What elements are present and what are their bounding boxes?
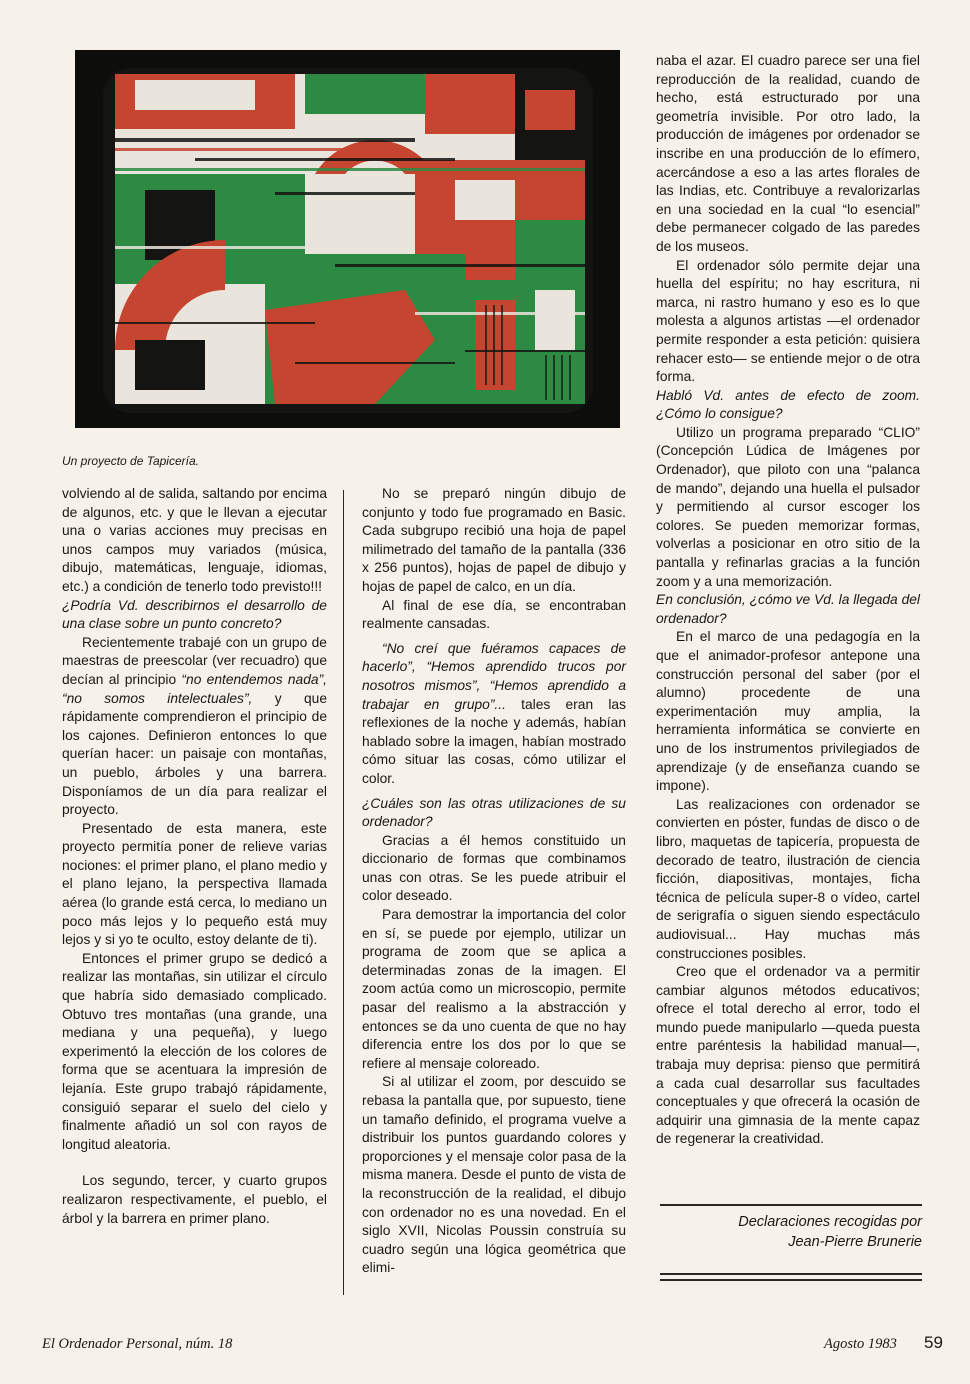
- paragraph: Los segundo, tercer, y cuarto grupos realizaron respectivamente, el pueblo, el árbol y la barrera en primer plano.: [62, 1173, 327, 1226]
- closing-rule: [660, 1279, 922, 1281]
- tapestry-artwork: [75, 50, 620, 428]
- paragraph: [62, 634, 327, 820]
- paragraph: Presentado de esta manera, este proyecto permitía poner de relieve varias nociones: el primer plano, el plano medio y el plano lejano, la perspectiva llamada aérea (lo grande está cerca, lo mediano un poco más lejos y lo pequeño está muy lejos y si yo te oculto, estoy delante de ti).: [62, 820, 327, 948]
- column-divider: [343, 490, 344, 1295]
- interview-question: Habló Vd. antes de efecto de zoom. ¿Cómo lo consigue?: [656, 387, 920, 422]
- text-run: Recientemente trabajé con un grupo de maestras de preescolar (ver recuadro) que decían al principio: [62, 634, 327, 687]
- text-column-3: [656, 52, 920, 1149]
- paragraph: Para demostrar la importancia del color en sí, se puede por ejemplo, utilizar un programa de zoom que se aplica a determinadas zonas de la imagen. El zoom actúa como un microscopio, permite pasar del realismo a la abstracción y entonces se da uno cuenta de que no hay diferencia entre los dos por lo que se refiere al mensaje coloreado.: [362, 907, 626, 1071]
- interview-question: ¿Cuáles son las otras utilizaciones de su ordenador?: [362, 795, 626, 830]
- signature-line: Declaraciones recogidas por: [738, 1214, 922, 1230]
- text-column-1: [62, 485, 327, 1228]
- paragraph: En el marco de una pedagogía en la que el animador-profesor antepone una construcción personal del saber (por el alumno) procedente de una experimentación muy amplia, la herramienta informática se convierte en uno de los instrumentos privilegiados de aprendizaje (y de enseñanza cuando se impone).: [656, 629, 920, 794]
- paragraph: volviendo al de salida, saltando por encima de algunos, etc. y que le llevan a ejecutar una o varias acciones muy precisas en unos campos muy variados (música, dibujo, matemáticas, lenguaje, idiomas, etc.) a condición de tenerlo todo previsto!!!: [62, 486, 327, 594]
- signature-block: [660, 1212, 922, 1252]
- paragraph: Entonces el primer grupo se dedicó a realizar las montañas, sin utilizar el círculo que habría sido demasiado complicado. Obtuvo tres montañas (una grande, una mediana y una pequeña), y luego experimentó la elección de los colores de forma que se acentuara la impresión de lejanía. Este grupo trabajó rápidamente, consiguió separar el suelo del cielo y finalmente añadió un sol con rayos de longitud aleatoria.: [62, 950, 327, 1152]
- issue-date: Agosto 1983: [824, 1336, 897, 1352]
- publication-name: El Ordenador Personal, núm. 18: [42, 1336, 233, 1352]
- tapestry-screen-image: [75, 50, 620, 428]
- text-run: tales eran las reflexiones de la noche y además, habían hablado sobre la imagen, habían mostrado cómo situar las cosas, cómo utilizar el color.: [362, 696, 626, 786]
- paragraph: Utilizo un programa preparado “CLIO” (Concepción Lúdica de Imágenes por Ordenador), que piloto con una “palanca de mando”, dejando una huella el pulsador y permitiendo al cursor escoger los colores. Se pueden memorizar formas, volverlas a posicionar en otro sitio de la pantalla y refinarlas gracias a la función zoom y a una memorización.: [656, 424, 920, 589]
- paragraph: naba el azar. El cuadro parece ser una fiel reproducción de la realidad, cuando de hecho, está estructurado por una geometría invisible. Por otro lado, la producción de imágenes por ordenador se inscribe en una producción de lo efímero, acercándose a eso a las artes florales de las Indias, etc. Contribuye a revalorizarlas en una sociedad en la cual “lo esencial” debe permanecer colgado de las paredes de los museos.: [656, 53, 920, 254]
- paragraph: Al final de ese día, se encontraban realmente cansadas.: [362, 597, 626, 632]
- figure-caption: Un proyecto de Tapicería.: [62, 454, 199, 468]
- paragraph: Si al utilizar el zoom, por descuido se rebasa la pantalla que, por supuesto, tiene un tamaño definido, el programa vuelve a distribuir los puntos guardando colores y proporciones y el mensaje color pasa de la misma manera. Desde el punto de vista de la reconstrucción de la realidad, el dibujo con ordenador no es una novedad. En el siglo XVII, Nicolas Poussin construía su cuadro según una lógica geométrica que elimi-: [362, 1074, 626, 1276]
- text-run: y que rápidamente comprendieron el principio de los cajones. Definieron entonces lo que querían hacer: un paisaje con montañas, un pueblo, árboles y una barrera. Disponíamos de un día para realizar el proyecto.: [62, 690, 327, 818]
- paragraph: No se preparó ningún dibujo de conjunto y todo fue programado en Basic. Cada subgrupo recibió una hoja de papel milimetrado del tamaño de la pantalla (336 x 256 puntos), hojas de papel de dibujo y hojas de papel de calco, en un día.: [362, 486, 626, 594]
- closing-rule: [660, 1273, 922, 1275]
- signature-rule-top: [660, 1204, 922, 1206]
- text-column-2: [362, 485, 626, 1278]
- paragraph: Gracias a él hemos constituido un diccionario de formas que combinamos unas con otras. Se les puede atribuir el color deseado.: [362, 832, 626, 904]
- signature-author: Jean-Pierre Brunerie: [788, 1234, 922, 1250]
- paragraph: [362, 640, 626, 789]
- interview-question: ¿Podría Vd. describirnos el desarrollo de una clase sobre un punto concreto?: [62, 597, 327, 632]
- paragraph: El ordenador sólo permite dejar una huella del espíritu; no hay escritura, ni marca, ni rastro humano y eso es lo que molesta a algunos artistas —el ordenador permite responder a esta petición: quisiera rehacer esto— se entiende mejor o de otra forma.: [656, 257, 920, 385]
- paragraph: Creo que el ordenador va a permitir cambiar algunos métodos educativos; ofrece el total derecho al error, todo el mundo puede manipularlo —queda puesta entre paréntesis la habilidad manual—, trabaja muy deprisa: pienso que permitirá a cada cual desarrollar sus facultades conceptuales y que ofrecerá la ocasión de adquirir una gimnasia de la mente capaz de regenerar la creatividad.: [656, 964, 920, 1147]
- interview-question: En conclusión, ¿cómo ve Vd. la llegada del ordenador?: [656, 592, 920, 626]
- quote-run: “No creí que fuéramos capaces de hacerlo”, “Hemos aprendido trucos por nosotros mismos”, “Hemos aprendido a trabajar en grupo”...: [362, 640, 626, 712]
- page-number: 59: [924, 1333, 943, 1352]
- paragraph: Las realizaciones con ordenador se convierten en póster, fundas de disco o de libro, maquetas de tapicería, propuesta de decorado de teatro, ilustración de ciencia ficción, diapositivas, montajes, ficha técnica de película super-8 o vídeo, cartel de serigrafía o siguen siendo espectáculo audiovisual... Hay muchas más construcciones posibles.: [656, 796, 920, 961]
- quote-run: “no entendemos nada”, “no somos intelectuales”,: [62, 671, 327, 706]
